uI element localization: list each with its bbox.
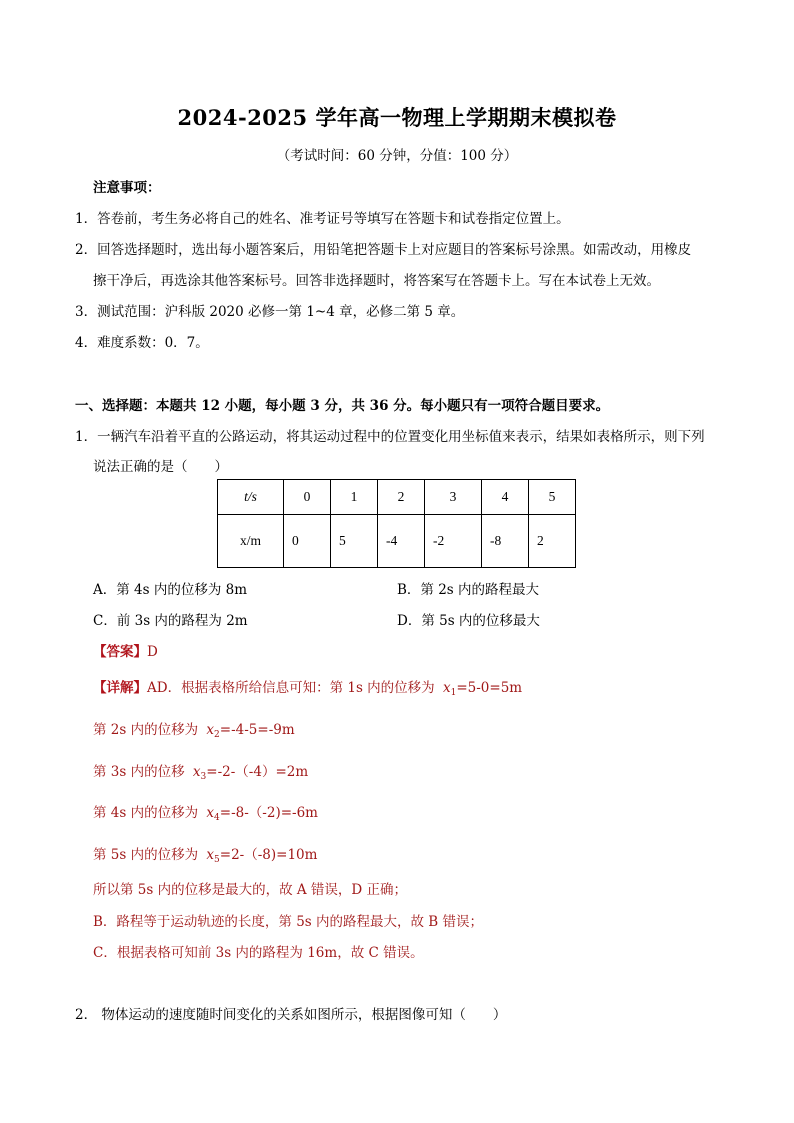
notes-heading: 注意事项：	[93, 180, 161, 196]
detail-line-3	[93, 760, 308, 782]
note-item-4: 4．难度系数：0．7。	[75, 335, 209, 351]
detail-tag: 【详解】	[93, 680, 147, 696]
table-cell: 5	[331, 515, 378, 568]
table-cell: 2	[529, 515, 576, 568]
table-cell: 4	[482, 480, 529, 515]
note-item-2-cont: 擦干净后，再选涂其他答案标号。回答非选择题时，将答案写在答题卡上。写在本试卷上无效。	[93, 273, 660, 289]
conclusion-2: B．路程等于运动轨迹的长度，第 5s 内的路程最大，故 B 错误；	[93, 914, 484, 930]
table-cell: 3	[425, 480, 482, 515]
answer-line	[93, 640, 158, 660]
detail-line-2	[93, 718, 295, 740]
answer-tag: 【答案】	[93, 644, 147, 660]
table-header-x: x/m	[218, 515, 284, 568]
detail-line-5	[93, 843, 317, 865]
section-heading: 一、选择题：本题共 12 小题，每小题 3 分，共 36 分。每小题只有一项符合题目要求。	[75, 398, 610, 414]
detail-line-1	[93, 676, 522, 698]
option-b: B．第 2s 内的路程最大	[397, 582, 540, 598]
detail-text: 第 5s 内的位移为	[93, 847, 199, 863]
note-item-3: 3．测试范围：沪科版 2020 必修一第 1~4 章，必修二第 5 章。	[75, 304, 465, 320]
table-header-t: t/s	[218, 480, 284, 515]
exam-title: 2024-2025 学年高一物理上学期期末模拟卷	[177, 105, 617, 130]
detail-text: 第 2s 内的位移为	[93, 722, 199, 738]
detail-line-4	[93, 801, 318, 823]
table-cell: 5	[529, 480, 576, 515]
equation-x4: $x_4=-8-(-2)=-6m$	[206, 805, 318, 823]
q1-stem-line2: 说法正确的是（ ）	[93, 459, 228, 475]
table-cell: -8	[482, 515, 529, 568]
option-a: A．第 4s 内的位移为 8m	[93, 582, 248, 598]
equation-x3: $x_3=-2-(-4)=2m$	[192, 764, 309, 782]
conclusion-3: C．根据表格可知前 3s 内的路程为 16m，故 C 错误。	[93, 945, 424, 961]
option-d: D．第 5s 内的位移最大	[397, 613, 540, 629]
detail-text: AD．根据表格所给信息可知：第 1s 内的位移为	[147, 680, 435, 696]
exam-subtitle: （考试时间：60 分钟，分值：100 分）	[276, 148, 518, 164]
equation-x5: $x_5=2-(-8)=10m$	[206, 847, 318, 865]
option-c: C．前 3s 内的路程为 2m	[93, 613, 248, 629]
table-cell: -2	[425, 515, 482, 568]
table-row	[218, 480, 576, 515]
q1-stem-line1: 1．一辆汽车沿着平直的公路运动，将其运动过程中的位置变化用坐标值来表示，结果如表格所示，则下列	[75, 429, 705, 445]
detail-text: 第 3s 内的位移	[93, 764, 185, 780]
conclusion-1: 所以第 5s 内的位移是最大的，故 A 错误，D 正确；	[93, 882, 408, 898]
detail-text: 第 4s 内的位移为	[93, 805, 199, 821]
table-cell: -4	[378, 515, 425, 568]
table-cell: 0	[284, 515, 331, 568]
table-cell: 0	[284, 480, 331, 515]
q2-stem: 2． 物体运动的速度随时间变化的关系如图所示，根据图像可知（ ）	[75, 1007, 507, 1023]
table-cell: 1	[331, 480, 378, 515]
note-item-1: 1．答卷前，考生务必将自己的姓名、准考证号等填写在答题卡和试卷指定位置上。	[75, 211, 570, 227]
equation-x1: $x_1=5-0=5m$	[442, 680, 523, 698]
answer-value: D	[147, 644, 158, 660]
position-table	[217, 479, 576, 568]
table-cell: 2	[378, 480, 425, 515]
equation-x2: $x_2=-4-5=-9m$	[206, 722, 295, 740]
note-item-2: 2．回答选择题时，选出每小题答案后，用铅笔把答题卡上对应题目的答案标号涂黑。如需改动，用橡皮	[75, 242, 692, 258]
table-row	[218, 515, 576, 568]
